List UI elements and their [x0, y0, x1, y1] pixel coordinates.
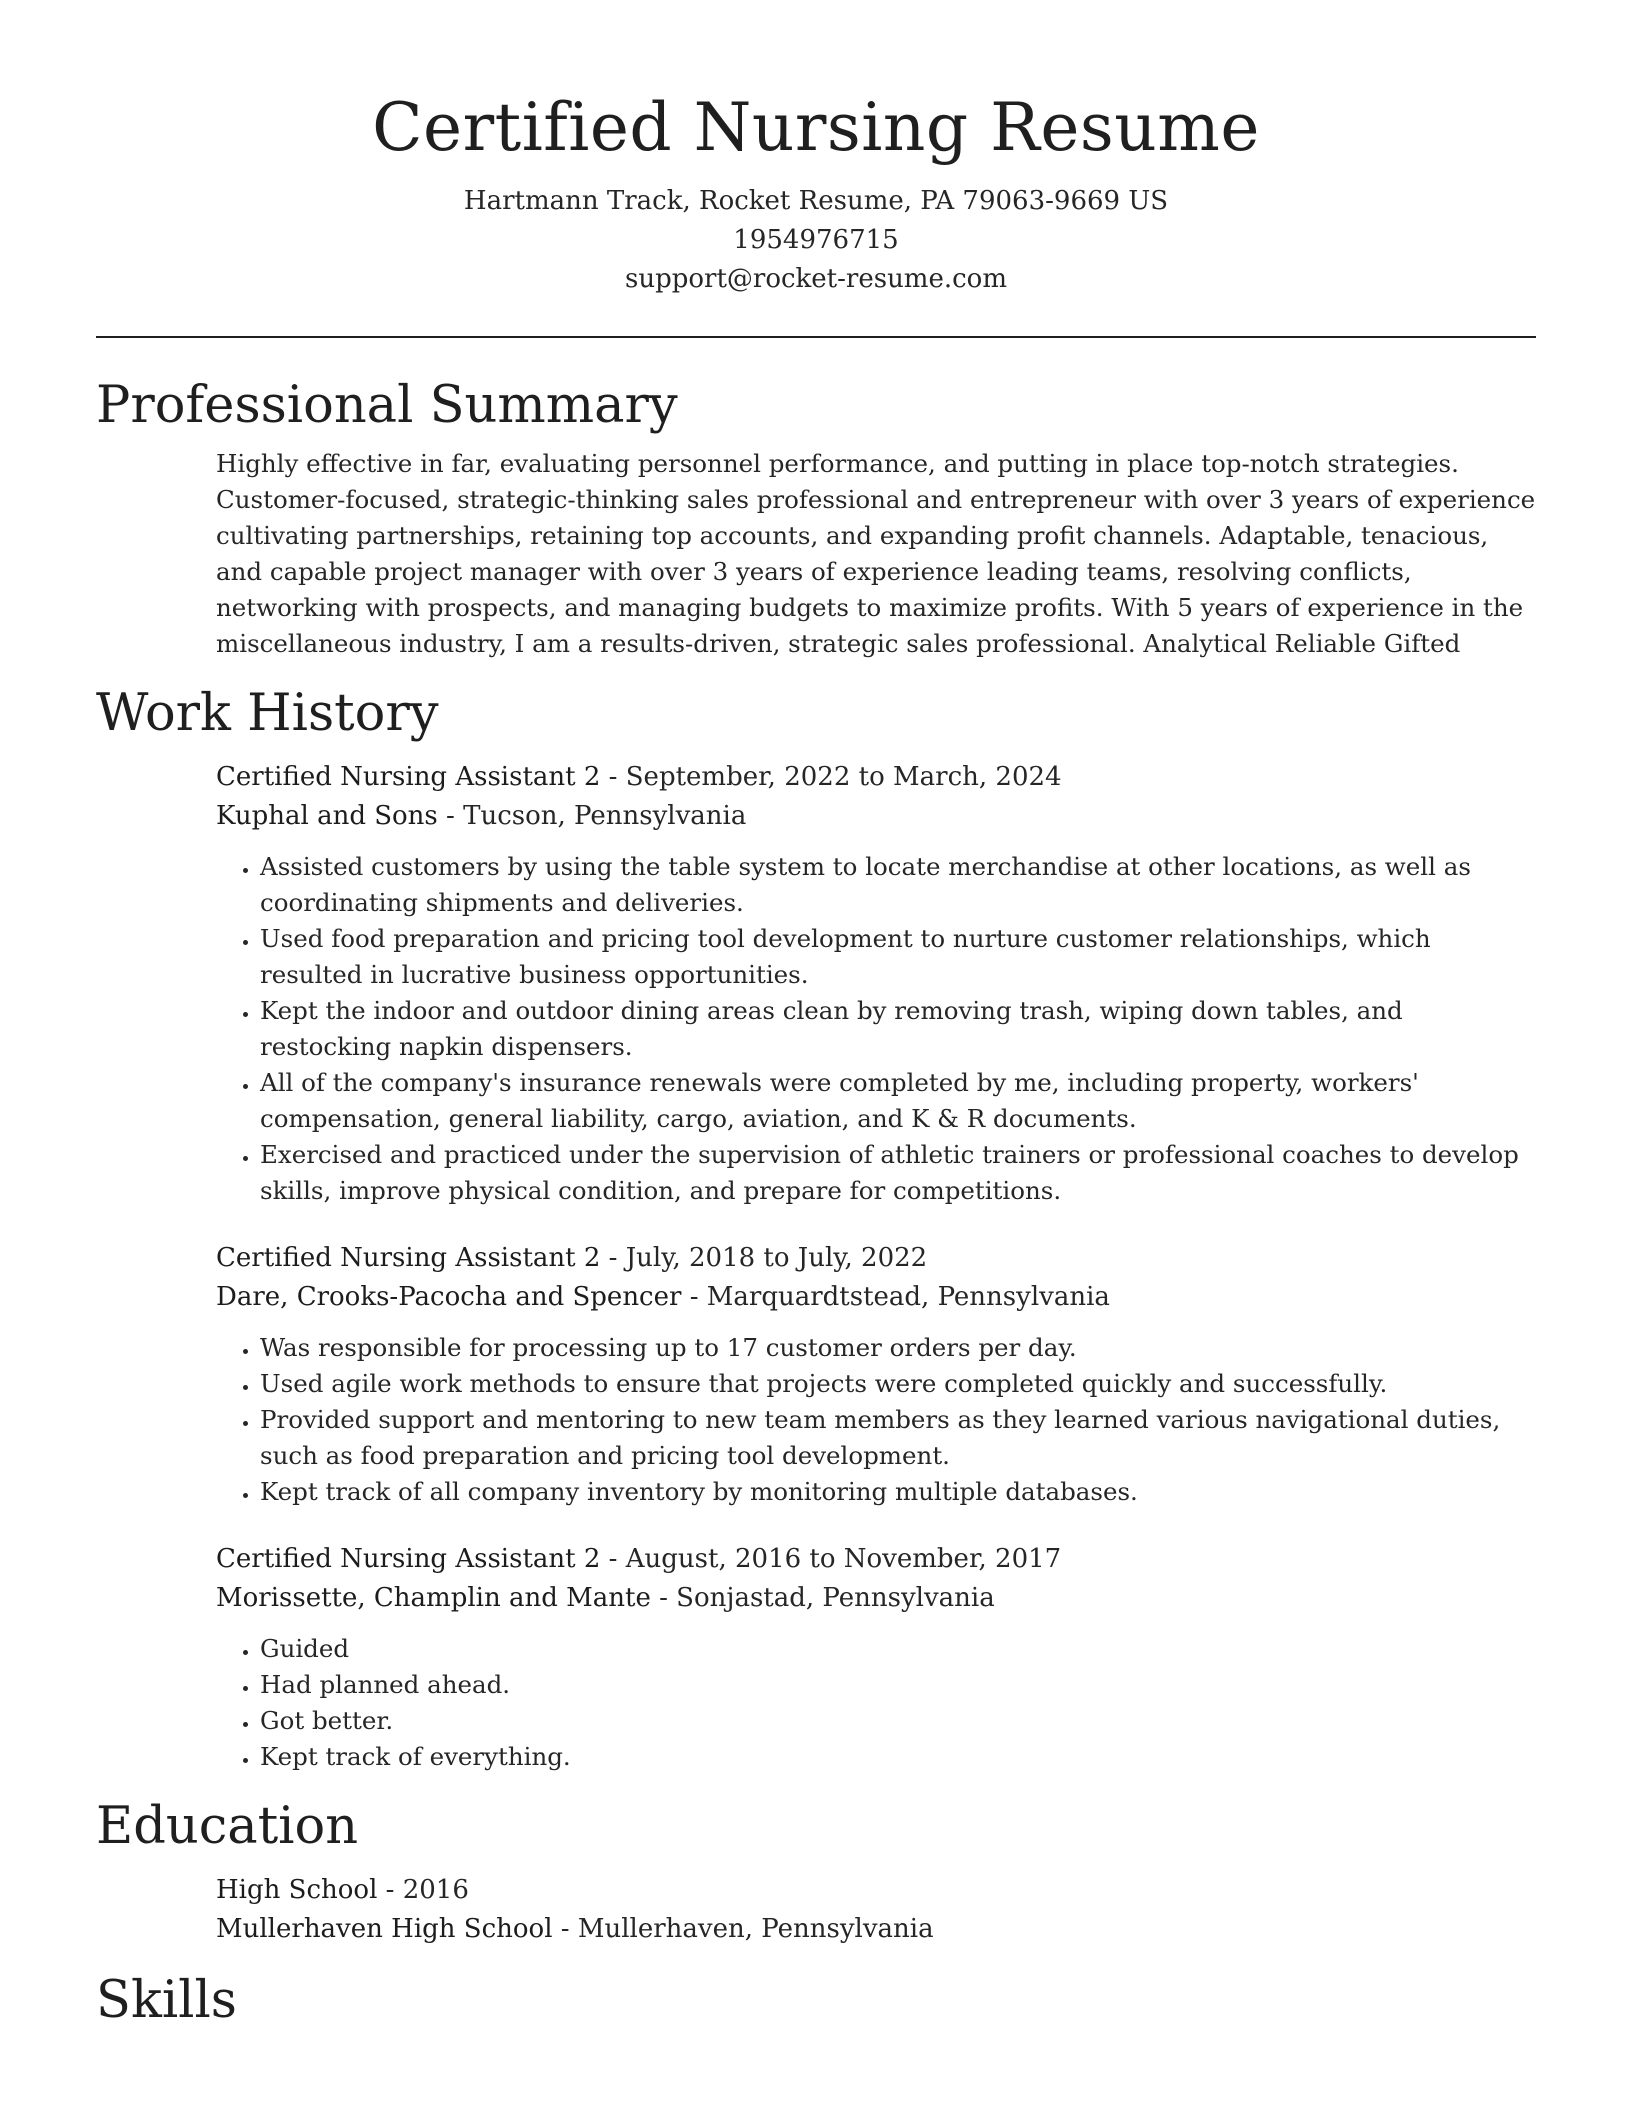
job-title-line	[216, 758, 1536, 797]
job-company-line	[216, 1579, 1536, 1618]
education-separator: -	[552, 1914, 578, 1944]
education-school: Mullerhaven High School	[216, 1914, 553, 1944]
contact-email[interactable]: support@rocket-resume.com	[624, 264, 1007, 294]
summary-body	[216, 446, 1536, 662]
job-company: Morissette, Champlin and Mante	[216, 1583, 651, 1613]
education-degree: High School	[216, 1875, 378, 1905]
resume-title: Certified Nursing Resume	[372, 89, 1260, 166]
job-separator: -	[600, 1243, 626, 1273]
job-bullet: • Was responsible for processing up to 17 customer orders per day.	[260, 1330, 1536, 1366]
skills-heading: Skills	[96, 1971, 237, 2030]
job-separator: -	[437, 801, 464, 831]
job-separator: -	[600, 1544, 626, 1574]
resume-page	[96, 0, 1536, 2033]
contact-address: Hartmann Track, Rocket Resume, PA 79063-9669 US	[463, 186, 1169, 216]
job-bullet: • Kept track of all company inventory by monitoring multiple databases.	[260, 1474, 1536, 1510]
job-bullet: • All of the company's insurance renewals were completed by me, including property, workers' compensation, general liability, cargo, aviation, and K & R documents.	[260, 1065, 1536, 1137]
job-separator: -	[600, 762, 626, 792]
education-entry	[216, 1871, 1536, 1949]
job-bullet: • Exercised and practiced under the supervision of athletic trainers or professional coaches to develop skills, improve physical condition, and prepare for competitions.	[260, 1137, 1536, 1209]
job-bullet: • Kept the indoor and outdoor dining areas clean by removing trash, wiping down tables, and restocking napkin dispensers.	[260, 993, 1536, 1065]
job-bullet: • Had planned ahead.	[260, 1667, 1536, 1703]
job-title: Certified Nursing Assistant 2	[216, 1544, 601, 1574]
job-bullet: • Assisted customers by using the table system to locate merchandise at other locations, as well as coordinating shipments and deliveries.	[260, 849, 1536, 921]
job-company: Dare, Crooks-Pacocha and Spencer	[216, 1282, 682, 1312]
job-dates: August, 2016 to November, 2017	[625, 1544, 1062, 1574]
job-company-line	[216, 797, 1536, 836]
job-bullet: • Got better.	[260, 1703, 1536, 1739]
education-separator: -	[377, 1875, 403, 1905]
job-bullet: • Used food preparation and pricing tool development to nurture customer relationships, which resulted in lucrative business opportunities.	[260, 921, 1536, 993]
job-entry	[216, 758, 1536, 1209]
contact-phone: 1954976715	[733, 225, 899, 255]
summary-heading: Professional Summary	[96, 376, 678, 435]
job-dates: July, 2018 to July, 2022	[625, 1243, 928, 1273]
education-degree-line	[216, 1871, 1536, 1910]
job-bullets	[216, 1631, 1536, 1775]
skills-section	[96, 1969, 1536, 2033]
job-location: Sonjastad, Pennsylvania	[676, 1583, 995, 1613]
education-section	[96, 1795, 1536, 1949]
job-dates: September, 2022 to March, 2024	[625, 762, 1062, 792]
job-company-line	[216, 1278, 1536, 1317]
contact-block	[96, 182, 1536, 299]
education-location: Mullerhaven, Pennsylvania	[577, 1914, 934, 1944]
header-divider	[96, 336, 1536, 338]
job-separator: -	[650, 1583, 677, 1613]
education-school-line	[216, 1910, 1536, 1949]
work-heading: Work History	[96, 684, 439, 743]
job-entry	[216, 1540, 1536, 1775]
job-bullet: • Kept track of everything.	[260, 1739, 1536, 1775]
job-bullets	[216, 1330, 1536, 1510]
summary-section	[96, 374, 1536, 662]
job-title-line	[216, 1239, 1536, 1278]
job-bullet: • Guided	[260, 1631, 1536, 1667]
job-location: Marquardtstead, Pennsylvania	[706, 1282, 1110, 1312]
job-bullet: • Used agile work methods to ensure that projects were completed quickly and successfully.	[260, 1366, 1536, 1402]
job-bullet: • Provided support and mentoring to new team members as they learned various navigational duties, such as food preparation and pricing tool development.	[260, 1402, 1536, 1474]
job-separator: -	[681, 1282, 707, 1312]
work-section	[96, 682, 1536, 1775]
education-heading: Education	[96, 1797, 359, 1856]
job-title: Certified Nursing Assistant 2	[216, 762, 601, 792]
summary-text: Highly effective in far, evaluating personnel performance, and putting in place top-notch strategies. Customer-focused, strategic-thinking sales professional and entrepreneur with over 3 years of experience cultivating partnerships, retaining top accounts, and expanding profit channels. Adaptable, tenacious, and capable project manager with over 3 years of experience leading teams, resolving conflicts, networking with prospects, and managing budgets to maximize profits. With 5 years of experience in the miscellaneous industry, I am a results-driven, strategic sales professional. Analytical Reliable Gifted	[216, 449, 1536, 658]
resume-header	[96, 0, 1536, 338]
job-title: Certified Nursing Assistant 2	[216, 1243, 601, 1273]
job-bullets	[216, 849, 1536, 1209]
job-entry	[216, 1239, 1536, 1510]
job-title-line	[216, 1540, 1536, 1579]
job-location: Tucson, Pennsylvania	[463, 801, 747, 831]
education-year: 2016	[402, 1875, 469, 1905]
job-company: Kuphal and Sons	[216, 801, 438, 831]
